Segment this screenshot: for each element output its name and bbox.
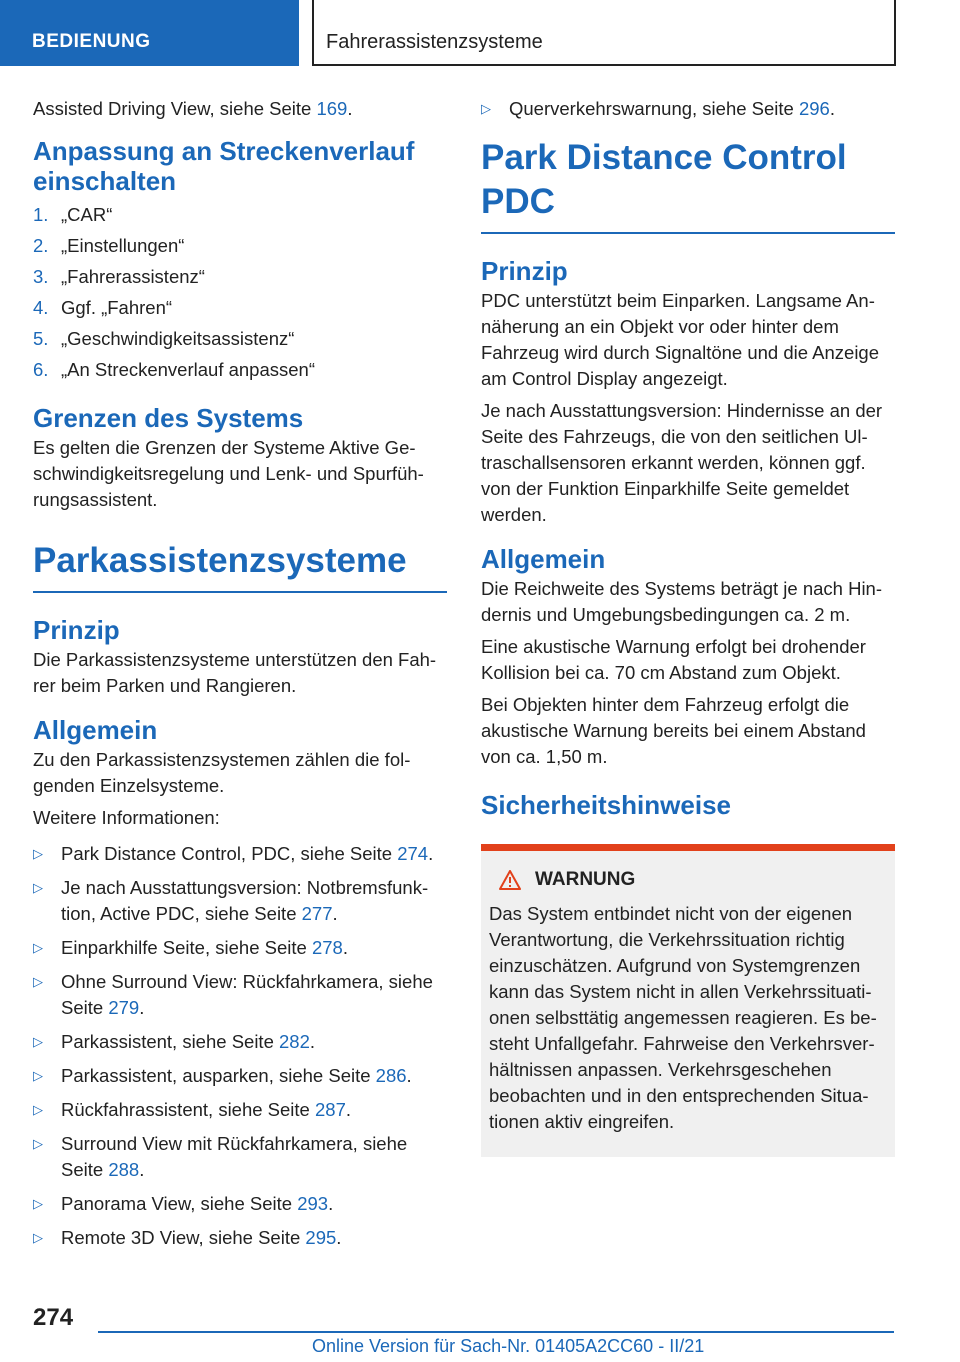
paragraph-weitere: Weitere Informationen: <box>33 807 220 828</box>
footer-text: Online Version für Sach-Nr. 01405A2CC60 - II/21 <box>312 1336 705 1356</box>
left-column <box>33 96 447 1259</box>
triangle-bullet-icon: ▷ <box>33 880 43 895</box>
page-link[interactable]: 277 <box>301 903 333 924</box>
list-item: 4. Ggf. „Fahren“ <box>33 297 173 318</box>
triangle-bullet-icon: ▷ <box>33 1136 43 1151</box>
triangle-bullet-icon: ▷ <box>33 974 43 989</box>
list-item: ▷ Panorama View, siehe Seite 293. <box>33 1191 447 1217</box>
page-link[interactable]: 282 <box>279 1031 310 1052</box>
list-item: ▷ Einparkhilfe Seite, siehe Seite 278. <box>33 935 447 961</box>
heading-prinzip: Prinzip <box>33 615 120 645</box>
page-header <box>0 0 960 66</box>
paragraph-prinzip: Die Parkassistenzsysteme unterstützen den Fahrer beim Parken und Rangieren. <box>33 649 437 696</box>
triangle-bullet-icon: ▷ <box>33 1068 43 1083</box>
page-footer <box>0 1294 960 1362</box>
list-item: ▷ Ohne Surround View: Rückfahrkamera, siehe Seite 279. <box>33 969 447 1021</box>
warning-header <box>499 869 885 891</box>
list-item: ▷ Park Distance Control, PDC, siehe Seite 274. <box>33 841 447 867</box>
page-number: 274 <box>33 1304 74 1331</box>
list-item: ▷ Je nach Ausstattungsversion: Notbremsfunktion, Active PDC, siehe Seite 277. <box>33 875 447 927</box>
triangle-bullet-icon: ▷ <box>33 1230 43 1245</box>
list-item: 1. „CAR“ <box>33 204 113 225</box>
heading-grenzen: Grenzen des Systems <box>33 403 304 433</box>
heading-prinzip: Prinzip <box>481 256 568 286</box>
footer-rule <box>98 1331 894 1333</box>
heading-allgemein: Allgemein <box>33 715 158 745</box>
heading-pdc: Park Distance Control PDC <box>481 136 895 234</box>
warning-text: Das System entbindet nicht von der eigenen Verantwortung, die Verkehrssituation richtig einzuschätzen. Aufgrund von Systemgrenzen kann das System nicht in allen Verkehrssituationen selbsttätig angemessen reagieren. Es besteht Unfallgefahr. Fahrweise den Verkehrsverhältnissen anpassen. Verkehrsgeschehen beobachten und in den entsprechenden Situationen aktiv eingreifen. <box>489 903 877 1132</box>
list-item: 3. „Fahrerassistenz“ <box>33 266 205 287</box>
page-link[interactable]: 288 <box>108 1159 140 1180</box>
page-link[interactable]: 296 <box>798 98 830 119</box>
page-link[interactable]: 287 <box>315 1099 346 1120</box>
page-link[interactable]: 169 <box>316 98 348 119</box>
triangle-bullet-icon: ▷ <box>33 1102 43 1117</box>
paragraph-prinzip-1: PDC unterstützt beim Einparken. Langsame Annäherung an ein Objekt vor oder hinter dem Fahrzeug wird durch Signaltöne und die Anzeige am Control Display angezeigt. <box>481 290 880 389</box>
paragraph-allgemein-3: Bei Objekten hinter dem Fahrzeug erfolgt die akustische Warnung bereits bei einem Abstand von ca. 1,50 m. <box>481 694 866 767</box>
page-link[interactable]: 278 <box>311 937 343 958</box>
cross-traffic-list <box>481 96 895 122</box>
list-item: 2. „Einstellungen“ <box>33 235 185 256</box>
heading-allgemein: Allgemein <box>481 544 606 574</box>
paragraph-allgemein-1: Die Reichweite des Systems beträgt je nach Hindernis und Umgebungsbedingungen ca. 2 m. <box>481 578 883 625</box>
chapter-title: Fahrerassistenzsysteme <box>312 0 896 66</box>
page-link[interactable]: 274 <box>397 843 429 864</box>
heading-sicherheitshinweise: Sicherheitshinweise <box>481 790 731 820</box>
list-item: ▷ Surround View mit Rückfahrkamera, siehe Seite 288. <box>33 1131 447 1183</box>
intro-paragraph: Assisted Driving View, siehe Seite 169. <box>33 98 353 119</box>
triangle-bullet-icon: ▷ <box>33 846 43 861</box>
triangle-bullet-icon: ▷ <box>33 940 43 955</box>
page-link[interactable]: 286 <box>375 1065 407 1086</box>
warning-triangle-icon <box>499 870 521 890</box>
section-tab: BEDIENUNG <box>0 0 299 66</box>
list-item: 6. „An Streckenverlauf anpassen“ <box>33 359 315 380</box>
heading-parkassistenzsysteme: Parkassistenzsysteme <box>33 539 447 593</box>
warning-box <box>481 844 895 1157</box>
warning-title: WARNUNG <box>535 869 636 890</box>
paragraph-allgemein: Zu den Parkassistenzsystemen zählen die folgenden Einzelsysteme. <box>33 749 411 796</box>
paragraph-grenzen: Es gelten die Grenzen der Systeme Aktive Geschwindigkeitsregelung und Lenk- und Spurführungsassistent. <box>33 437 424 510</box>
steps-list <box>33 202 447 383</box>
list-item: 5. „Geschwindigkeitsassistenz“ <box>33 328 295 349</box>
list-item: ▷ Parkassistent, siehe Seite 282. <box>33 1029 447 1055</box>
list-item: ▷ Rückfahrassistent, siehe Seite 287. <box>33 1097 447 1123</box>
triangle-bullet-icon: ▷ <box>481 101 491 116</box>
heading-anpassung: Anpassung an Streckenverlauf einschalten <box>33 136 415 196</box>
list-item: ▷ Parkassistent, ausparken, siehe Seite 286. <box>33 1063 447 1089</box>
list-item: ▷ Querverkehrswarnung, siehe Seite 296. <box>481 96 895 122</box>
page-link[interactable]: 293 <box>297 1193 329 1214</box>
page-link[interactable]: 295 <box>305 1227 337 1248</box>
page-link[interactable]: 279 <box>108 997 140 1018</box>
right-column <box>481 96 895 1157</box>
paragraph-prinzip-2: Je nach Ausstattungsversion: Hindernisse an der Seite des Fahrzeugs, die von den seitlichen Ultraschallsensoren erkannt werden, können ggf. von der Funktion Einparkhilfe Seite gemeldet werden. <box>481 400 883 525</box>
triangle-bullet-icon: ▷ <box>33 1196 43 1211</box>
paragraph-allgemein-2: Eine akustische Warnung erfolgt bei drohender Kollision bei ca. 70 cm Abstand zum Objekt. <box>481 636 866 683</box>
triangle-bullet-icon: ▷ <box>33 1034 43 1049</box>
system-list <box>33 841 447 1251</box>
list-item: ▷ Remote 3D View, siehe Seite 295. <box>33 1225 447 1251</box>
